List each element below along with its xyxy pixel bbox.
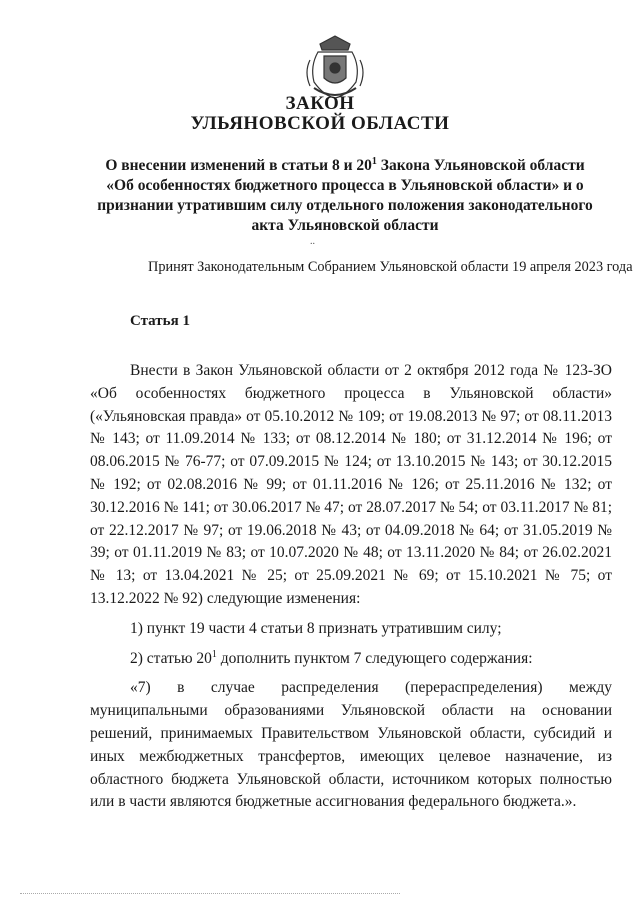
article-intro: Внести в Закон Ульяновской области от 2 октября 2012 года № 123-ЗО «Об особенностях бюджетного процесса в Ульяновской области» («Ульяновская правда» от 05.10.2012 № 109; от 19.08.2013 № 97; от 08.11.2013 № 143; от 11.09.2014 № 133; от 08.12.2014 № 180; от 31.12.2014 № 196; от 08.06.2015 № 76-77; от 07.09.2015 № 124; от 13.10.2015 № 143; от 30.12.2015 № 192; от 02.08.2016 № 99; от 01.11.2016 № 126; от 25.11.2016 № 132; от 30.12.2016 № 141; от 30.06.2017 № 47; от 28.07.2017 № 54; от 03.11.2017 № 81; от 22.12.2017 № 97; от 19.06.2018 № 43; от 04.09.2018 № 64; от 31.05.2019 № 39; от 01.11.2019 № 83; от 10.07.2020 № 48; от 13.11.2020 № 84; от 26.02.2021 № 13; от 13.04.2021 № 25; от 25.09.2021 № 69; от 15.10.2021 № 75; от 13.12.2022 № 92) следующие изменения:	[90, 362, 612, 607]
law-subtitle	[95, 152, 595, 236]
article-item-7-text: «7) в случае распределения (перераспределения) между муниципальными образованиями Ульяновской области на основании решений, принимаемых Правительством Ульяновской области, субсидий и иных межбюджетных трансфертов, имеющих целевое назначение, из областного бюджета Ульяновской области, источником которых полностью или в части являются бюджетные ассигнования федерального бюджета.».	[90, 679, 612, 811]
law-region-title: УЛЬЯНОВСКОЙ ОБЛАСТИ	[190, 113, 450, 134]
subtitle-part2: Закона Ульяновской области «Об особенностях бюджетного процесса в Ульяновской области» и о признании утратившим силу отдельного положения законодательного акта Ульяновской области	[97, 157, 593, 235]
item2-superscript: 1	[211, 648, 217, 660]
law-title: ЗАКОН	[285, 93, 355, 114]
article-item-1: 1) пункт 19 части 4 статьи 8 признать утратившим силу;	[130, 619, 502, 637]
item2-part2: дополнить пунктом 7 следующего содержания:	[216, 649, 533, 667]
coat-of-arms-emblem-icon	[300, 32, 370, 102]
article-heading: Статья 1	[130, 313, 190, 329]
article-body	[90, 360, 612, 814]
subtitle-superscript: 1	[371, 156, 377, 167]
article-item-2	[90, 648, 612, 671]
decorative-dots: ..	[310, 236, 315, 247]
scan-artifact	[20, 893, 400, 898]
item2-part1: 2) статью 20	[130, 649, 212, 667]
subtitle-part1: О внесении изменений в статьи 8 и 20	[105, 157, 372, 175]
adoption-note: Принят Законодательным Собранием Ульяновской области 19 апреля 2023 года	[148, 259, 633, 275]
